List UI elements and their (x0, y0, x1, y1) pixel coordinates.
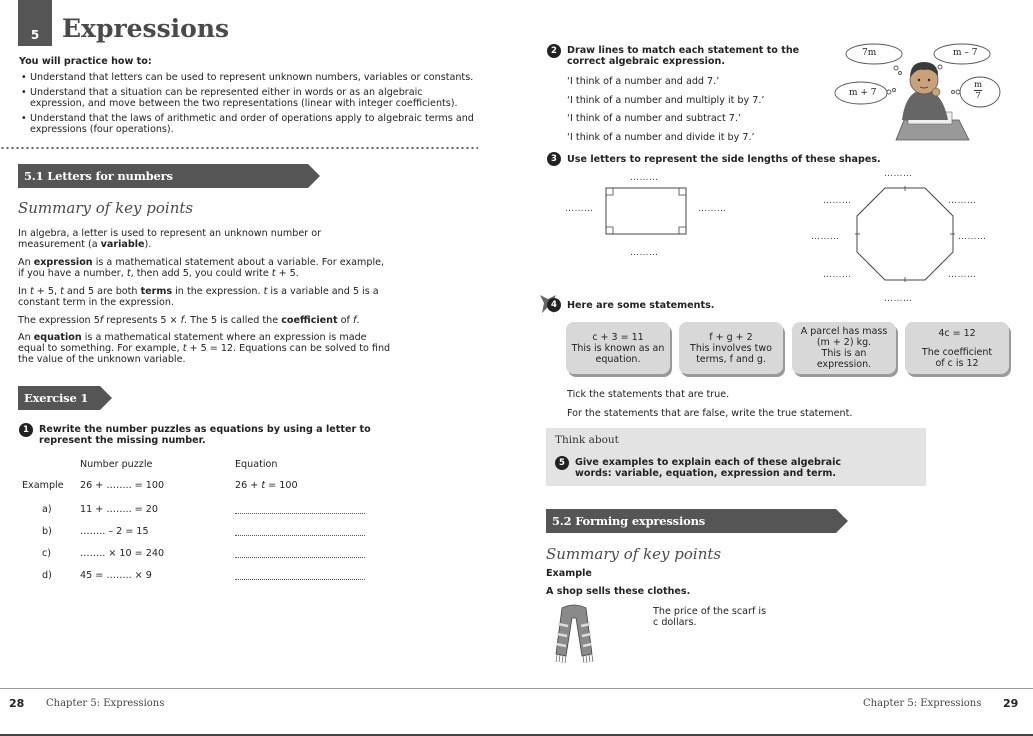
question-number-badge: 2 (547, 44, 561, 58)
row-label: a) (42, 504, 52, 515)
answer-line[interactable] (235, 549, 365, 558)
side-length-blank[interactable]: ……… (811, 232, 840, 242)
scarf-price-text: The price of the scarf is c dollars. (653, 606, 767, 628)
key-point-terms: In t + 5, t and 5 are both terms in the expression. t is a variable and 5 is a constant term in the expression. (18, 286, 379, 308)
left-page-number: 28 (9, 697, 25, 710)
shop-text: A shop sells these clothes. (546, 586, 691, 597)
left-footer-title: Chapter 5: Expressions (46, 698, 165, 709)
row-puzzle: 11 + …….. = 20 (80, 504, 158, 515)
question-number-badge: 3 (547, 152, 561, 166)
key-point-equation: An equation is a mathematical statement where an expression is made equal to something. For example, t + 5 = 12. Equations can be solved to find the value of the unknown variable. (18, 332, 391, 365)
intro-bullet: • Understand that the laws of arithmetic and order of operations apply to algebraic terms and expressions (four operations). (19, 113, 479, 135)
octagon-shape (855, 186, 955, 282)
statement-add: ‘I think of a number and add 7.’ (567, 76, 720, 87)
bubble-m-minus-7: m – 7 (953, 48, 978, 58)
exercise-banner-label: Exercise 1 (24, 391, 89, 405)
right-page-number: 29 (1003, 697, 1019, 710)
right-footer-title: Chapter 5: Expressions (863, 698, 982, 709)
chapter-number: 5 (30, 28, 40, 42)
intro-bullets (19, 72, 479, 139)
summary-heading: Summary of key points (546, 545, 722, 563)
side-length-blank[interactable]: ……… (948, 196, 977, 206)
bubble-m-over-7: m 7 (974, 80, 983, 101)
column-header-equation: Equation (235, 459, 278, 470)
exercise-banner (18, 386, 100, 410)
row-label: b) (42, 526, 52, 537)
side-length-blank[interactable]: ……… (630, 248, 659, 258)
side-length-blank[interactable]: ……… (884, 169, 913, 179)
row-puzzle: …….. × 10 = 240 (80, 548, 165, 559)
question-number-badge: 5 (555, 456, 569, 470)
tick-instruction: Tick the statements that are true. (567, 389, 730, 400)
key-point-variable: In algebra, a letter is used to represent an unknown number or measurement (a variable). (18, 228, 322, 250)
side-length-blank[interactable]: ……… (823, 270, 852, 280)
side-length-blank[interactable]: ……… (823, 196, 852, 206)
example-label: Example (22, 480, 64, 491)
question-3-text: Use letters to represent the side lengths of these shapes. (567, 154, 881, 165)
false-instruction: For the statements that are false, write the true statement. (567, 408, 853, 419)
answer-line[interactable] (235, 571, 365, 580)
example-equation: 26 + t = 100 (235, 480, 298, 491)
row-label: d) (42, 570, 52, 581)
section-banner-label: 5.1 Letters for numbers (24, 169, 173, 183)
footer-divider (0, 688, 1033, 689)
statement-subtract: ‘I think of a number and subtract 7.’ (567, 113, 741, 124)
key-point-coefficient: The expression 5f represents 5 × f. The 5 is called the coefficient of f. (18, 315, 360, 326)
answer-line[interactable] (235, 527, 365, 536)
side-length-blank[interactable]: ……… (698, 204, 727, 214)
question-2-text: Draw lines to match each statement to the correct algebraic expression. (567, 45, 800, 67)
bubble-7m: 7m (862, 48, 877, 58)
side-length-blank[interactable]: ……… (958, 232, 987, 242)
rectangle-shape (605, 187, 687, 235)
chapter-number-tab (18, 0, 52, 46)
summary-heading: Summary of key points (18, 199, 194, 217)
intro-heading: You will practice how to: (19, 56, 152, 67)
statement-box[interactable]: A parcel has mass (m + 2) kg. This is an expression. (792, 322, 896, 374)
chapter-title: Expressions (62, 14, 230, 43)
question-5-text: Give examples to explain each of these algebraic words: variable, equation, expression and term. (575, 457, 842, 479)
statement-box[interactable]: 4c = 12 The coefficient of c is 12 (905, 322, 1009, 374)
think-about-heading: Think about (555, 434, 619, 446)
key-point-expression: An expression is a mathematical statement about a variable. For example, if you have a number, t, then add 5, you could write t + 5. (18, 257, 385, 279)
side-length-blank[interactable]: ……… (884, 294, 913, 304)
scarf-illustration (548, 604, 602, 664)
column-header-puzzle: Number puzzle (80, 459, 153, 470)
statement-multiply: ‘I think of a number and multiply it by 7.’ (567, 95, 765, 106)
section-banner-5-1 (18, 164, 308, 188)
answer-line[interactable] (235, 505, 365, 514)
section-banner-5-2 (546, 509, 836, 533)
question-4-text: Here are some statements. (567, 300, 715, 311)
row-label: c) (42, 548, 52, 559)
side-length-blank[interactable]: ……… (565, 204, 594, 214)
row-puzzle: …….. – 2 = 15 (80, 526, 149, 537)
example-label: Example (546, 568, 592, 579)
question-number-badge: 4 (547, 298, 561, 312)
bubble-m-plus-7: m + 7 (849, 88, 877, 98)
statement-divide: ‘I think of a number and divide it by 7.’ (567, 132, 755, 143)
dotted-divider (0, 146, 478, 150)
side-length-blank[interactable]: ……… (948, 270, 977, 280)
side-length-blank[interactable]: ……… (630, 173, 659, 183)
statement-box[interactable]: f + g + 2 This involves two terms, f and g. (679, 322, 783, 374)
intro-bullet: • Understand that letters can be used to represent unknown numbers, variables or constants. (19, 72, 479, 83)
intro-bullet: • Understand that a situation can be represented either in words or as an algebraic expression, and move between the two representations (linear with integer coefficients). (19, 87, 479, 109)
example-puzzle: 26 + …….. = 100 (80, 480, 165, 491)
question-1-text: Rewrite the number puzzles as equations by using a letter to represent the missing number. (39, 424, 371, 446)
section-banner-label: 5.2 Forming expressions (552, 514, 706, 528)
statement-box[interactable]: c + 3 = 11 This is known as an equation. (566, 322, 670, 374)
question-number-badge: 1 (19, 423, 33, 437)
row-puzzle: 45 = …….. × 9 (80, 570, 152, 581)
